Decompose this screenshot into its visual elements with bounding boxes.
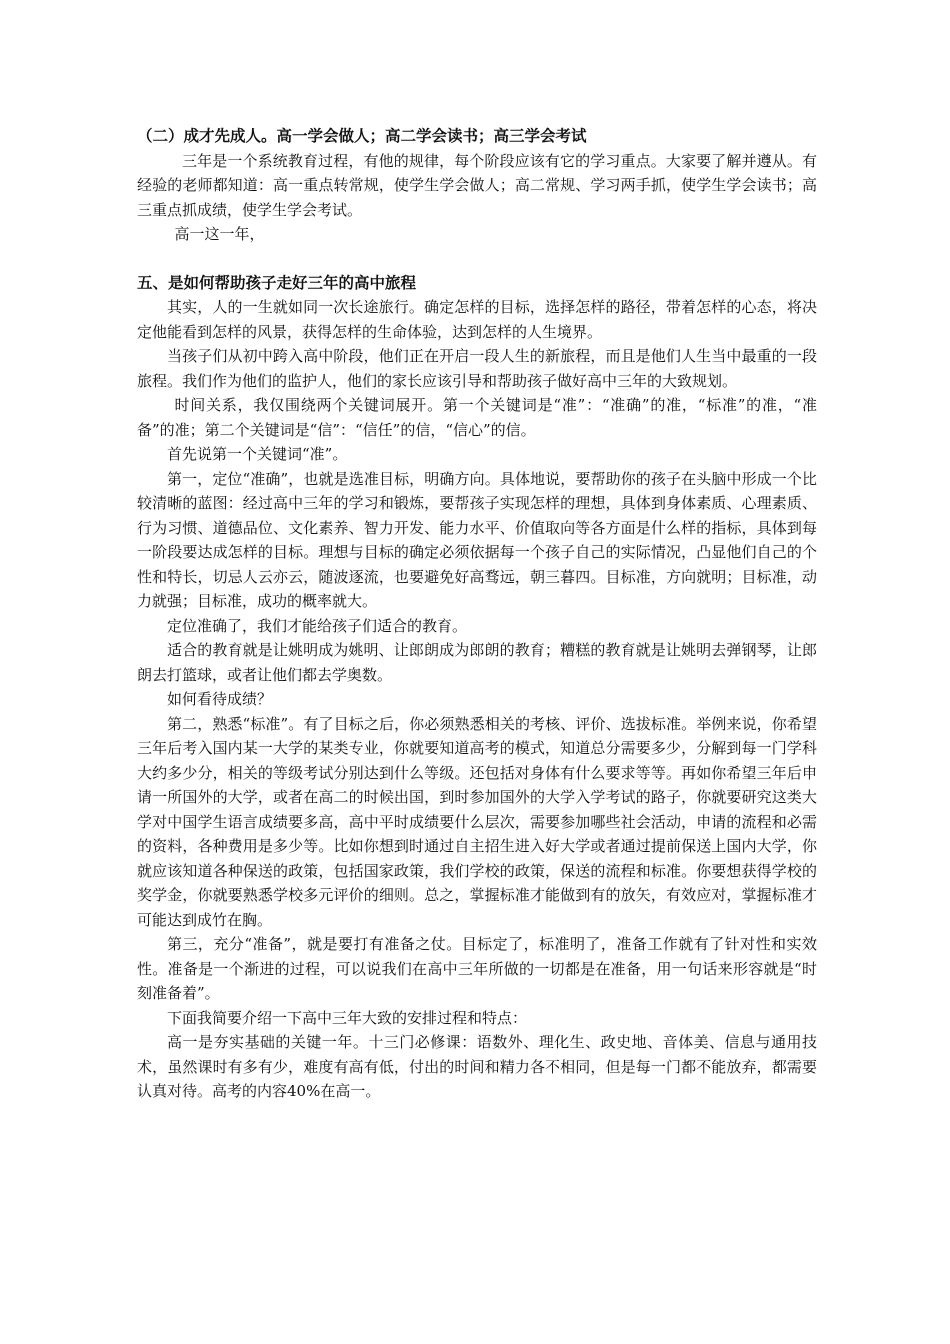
paragraph: 第一，定位“准确”，也就是选准目标，明确方向。具体地说，要帮助你的孩子在头脑中形成一个比较清晰的蓝图：经过高中三年的学习和锻炼，要帮孩子实现怎样的理想，具体到身体素质、心理素质、行为习惯、道德品位、文化素养、智力开发、能力水平、价值取向等各方面是什么样的指标，具体到每一阶段要达成怎样的目标。理想与目标的确定必须依据每一个孩子自己的实际情况，凸显他们自己的个性和特长，切忌人云亦云，随波逐流，也要避免好高骛远，朝三暮四。目标准，方向就明；目标准，动力就强；目标准，成功的概率就大。	[137, 469, 817, 610]
paragraph: 下面我简要介绍一下高中三年大致的安排过程和特点：	[167, 1008, 528, 1027]
section-five-heading: 五、是如何帮助孩子走好三年的高中旅程	[137, 273, 417, 292]
paragraph: 三年是一个系统教育过程，有他的规律，每个阶段应该有它的学习重点。大家要了解并遵从。有经验的老师都知道：高一重点转常规，使学生学会做人；高二常规、学习两手抓，使学生学会读书；高三重点抓成绩，使学生学会考试。	[137, 151, 817, 219]
document-page	[137, 124, 817, 1104]
paragraph: 高一是夯实基础的关键一年。十三门必修课：语数外、理化生、政史地、音体美、信息与通用技术，虽然课时有多有少，难度有高有低，付出的时间和精力各不相同，但是每一门都不能放弃，都需要认真对待。高考的内容40%在高一。	[137, 1033, 817, 1100]
paragraph: 其实，人的一生就如同一次长途旅行。确定怎样的目标，选择怎样的路径，带着怎样的心态，将决定他能看到怎样的风景，获得怎样的生命体验，达到怎样的人生境界。	[137, 298, 817, 341]
paragraph: 时间关系，我仅围绕两个关键词展开。第一个关键词是“准”：“准确”的准，“标准”的准，“准备”的准；第二个关键词是“信”：“信任”的信，“信心”的信。	[137, 396, 817, 439]
paragraph: 适合的教育就是让姚明成为姚明、让郎朗成为郎朗的教育；糟糕的教育就是让姚明去弹钢琴，让郎朗去打篮球，或者让他们都去学奥数。	[137, 641, 817, 684]
section-two-heading: （二）成才先成人。高一学会做人；高二学会读书；高三学会考试	[137, 127, 587, 145]
paragraph: 首先说第一个关键词“准”。	[167, 445, 348, 463]
paragraph: 第三，充分“准备”，就是要打有准备之仗。目标定了，标准明了，准备工作就有了针对性和实效性。准备是一个渐进的过程，可以说我们在高中三年所做的一切都是在准备，用一句话来形容就是“时刻准备着”。	[137, 935, 817, 1002]
paragraph: 定位准确了，我们才能给孩子们适合的教育。	[167, 616, 468, 635]
paragraph: 当孩子们从初中跨入高中阶段，他们正在开启一段人生的新旅程，而且是他们人生当中最重的一段旅程。我们作为他们的监护人，他们的家长应该引导和帮助孩子做好高中三年的大致规划。	[137, 347, 817, 390]
paragraph: 第二，熟悉“标准”。有了目标之后，你必须熟悉相关的考核、评价、选拔标准。举例来说，你希望三年后考入国内某一大学的某类专业，你就要知道高考的模式，知道总分需要多少，分解到每一门学科大约多少分，相关的等级考试分别达到什么等级。还包括对身体有什么要求等等。再如你希望三年后申请一所国外的大学，或者在高二的时候出国，到时参加国外的大学入学考试的路子，你就要研究这类大学对中国学生语言成绩要多高，高中平时成绩要什么层次，需要参加哪些社会活动，申请的流程和必需的资料，各种费用是多少等。比如你想到时通过自主招生进入好大学或者通过提前保送上国内大学，你就应该知道各种保送的政策，包括国家政策，我们学校的政策，保送的流程和标准。你要想获得学校的奖学金，你就要熟悉学校多元评价的细则。总之，掌握标准才能做到有的放矢，有效应对，掌握标准才可能达到成竹在胸。	[137, 714, 817, 929]
paragraph: 如何看待成绩？	[167, 690, 273, 708]
paragraph: 高一这一年，	[174, 225, 265, 243]
